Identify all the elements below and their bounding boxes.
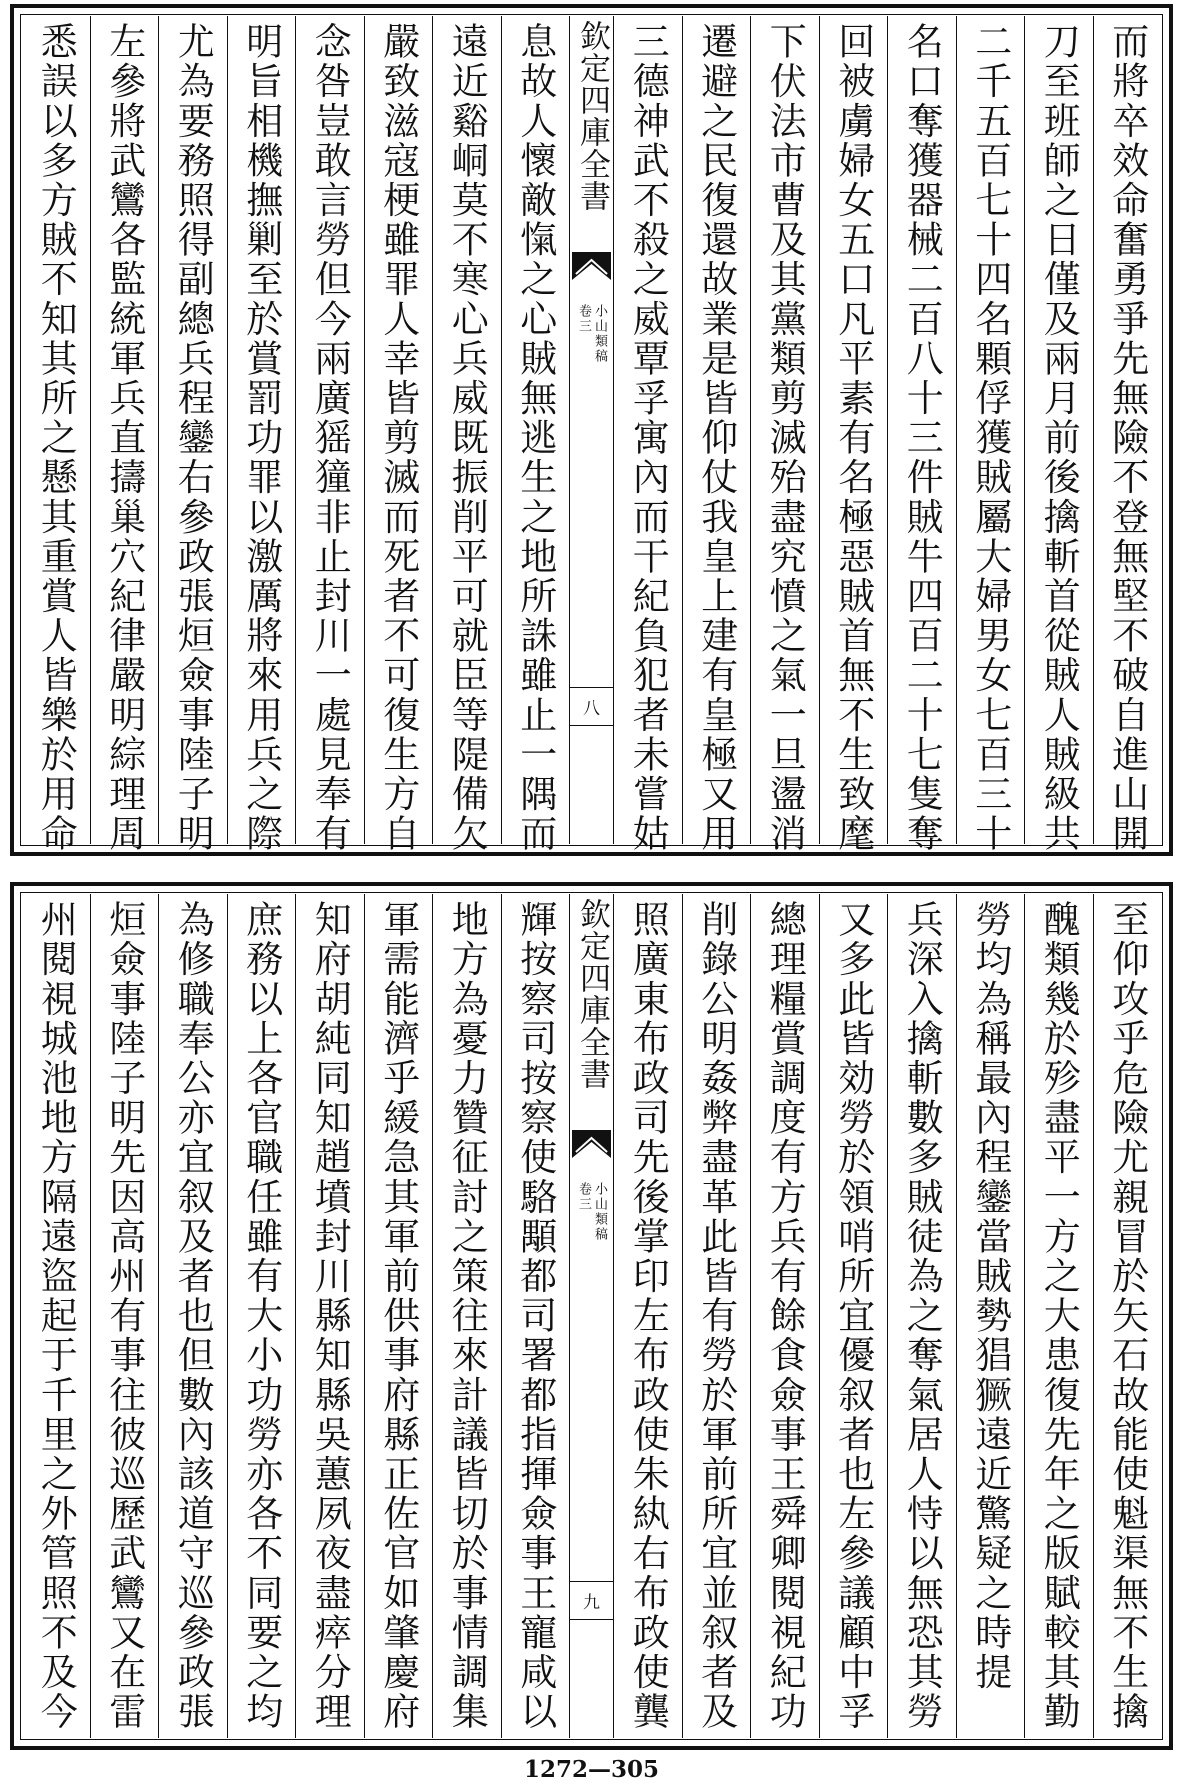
- text-column: 三德神武不殺之威覃孚寓內而干紀負犯者未嘗姑: [613, 16, 682, 844]
- text-column: 而將卒效命奮勇爭先無險不登無堅不破自進山開: [1093, 16, 1162, 844]
- text-column: 左參將武鸞各監統軍兵直擣巢穴紀律嚴明綜理周: [90, 16, 159, 844]
- text-column: 念咎豈敢言勞但今兩廣猺獞非止封川一處見奉有: [295, 16, 364, 844]
- text-column: 輝按察司按察使駱顒都司署都指揮僉事王寵咸以: [501, 894, 570, 1738]
- text-column: 總理糧賞調度有方兵有餘食僉事王舜卿閱視紀功: [750, 894, 819, 1738]
- columns: [22, 894, 1161, 1738]
- center-fold: [569, 894, 613, 1738]
- text-column: 軍需能濟乎緩急其軍前供事府縣正佐官如肇慶府: [364, 894, 433, 1738]
- text-column: 又多此皆効勞於領哨所宜優叙者也左參議顧中孚: [819, 894, 888, 1738]
- text-column: 下伏法市曹及其黨類剪滅殆盡究憤之氣一旦盪消: [750, 16, 819, 844]
- text-column: 明旨相機撫剿至於賞罰功罪以激厲將來用兵之際: [227, 16, 296, 844]
- text-column: 遷避之民復還故業是皆仰仗我皇上建有皇極又用: [682, 16, 751, 844]
- text-column: 庶務以上各官職任雖有大小功勞亦各不同要之均: [227, 894, 296, 1738]
- text-column: 回被虜婦女五口凡平素有名極惡賊首無不生致麾: [819, 16, 888, 844]
- text-column: 地方為憂力贊征討之策往來計議皆切於事情調集: [432, 894, 501, 1738]
- page-top: [10, 4, 1173, 856]
- running-title: [577, 1182, 606, 1242]
- text-column: 勞均為稱最內程鑾當賊勢猖獗遠近驚疑之時提: [956, 894, 1025, 1738]
- text-column: 名口奪獲器械二百八十三件賊牛四百二十七隻奪: [887, 16, 956, 844]
- text-column: 照廣東布政司先後掌印左布政使朱紈右布政使龔: [613, 894, 682, 1738]
- volume-label: 卷三: [576, 304, 591, 334]
- page-footer-number: 1272—305: [523, 1756, 660, 1783]
- text-column: 二千五百七十四名顆俘獲賊屬大婦男女七百三十: [956, 16, 1025, 844]
- running-title: [577, 304, 606, 364]
- volume-label: 卷三: [576, 1182, 591, 1212]
- text-column: 知府胡純同知趙墳封川縣知縣吳蕙夙夜盡瘁分理: [295, 894, 364, 1738]
- work-title: 小山類稿: [592, 1182, 607, 1242]
- text-column: 州閱視城池地方隔遠盜起于千里之外管照不及今: [34, 900, 78, 1732]
- text-column: 嚴致滋寇梗雖罪人幸皆剪滅而死者不可復生方自: [364, 16, 433, 844]
- center-fold: [569, 16, 613, 844]
- book-title: 欽定四庫全書: [574, 898, 610, 1090]
- folio-number: 八: [570, 687, 613, 726]
- text-column: 刀至班師之日僅及兩月前後擒斬首從賊人賊級共: [1024, 16, 1093, 844]
- text-column: 息故人懷敵愾之心賊無逃生之地所誅雖止一隅而: [501, 16, 570, 844]
- text-column: 兵深入擒斬數多賊徒為之奪氣居人恃以無恐其勞: [887, 894, 956, 1738]
- text-column: 至仰攻乎危險尤親冒於矢石故能使魁渠無不生擒: [1093, 894, 1162, 1738]
- text-column: 醜類幾於殄盡平一方之大患復先年之版賦較其勤: [1024, 894, 1093, 1738]
- text-column: 削錄公明姦弊盡革此皆有勞於軍前所宜並叙者及: [682, 894, 751, 1738]
- folio-number: 九: [570, 1581, 613, 1620]
- page-bottom: [10, 882, 1173, 1750]
- text-column: 為修職奉公亦宜叙及者也但數內該道守巡參政張: [158, 894, 227, 1738]
- columns: [22, 16, 1161, 854]
- fish-tail-ornament-icon: [572, 252, 611, 280]
- text-column: 遠近谿峒莫不寒心兵威既振削平可就臣等隄備欠: [432, 16, 501, 844]
- text-column: 悉誤以多方賊不知其所之懸其重賞人皆樂於用命: [34, 22, 78, 854]
- book-title: 欽定四庫全書: [574, 20, 610, 212]
- text-column: 烜僉事陸子明先因高州有事往彼巡歷武鸞又在雷: [90, 894, 159, 1738]
- work-title: 小山類稿: [592, 304, 607, 364]
- text-column: 尤為要務照得副總兵程鑾右參政張烜僉事陸子明: [158, 16, 227, 844]
- fish-tail-ornament-icon: [572, 1130, 611, 1158]
